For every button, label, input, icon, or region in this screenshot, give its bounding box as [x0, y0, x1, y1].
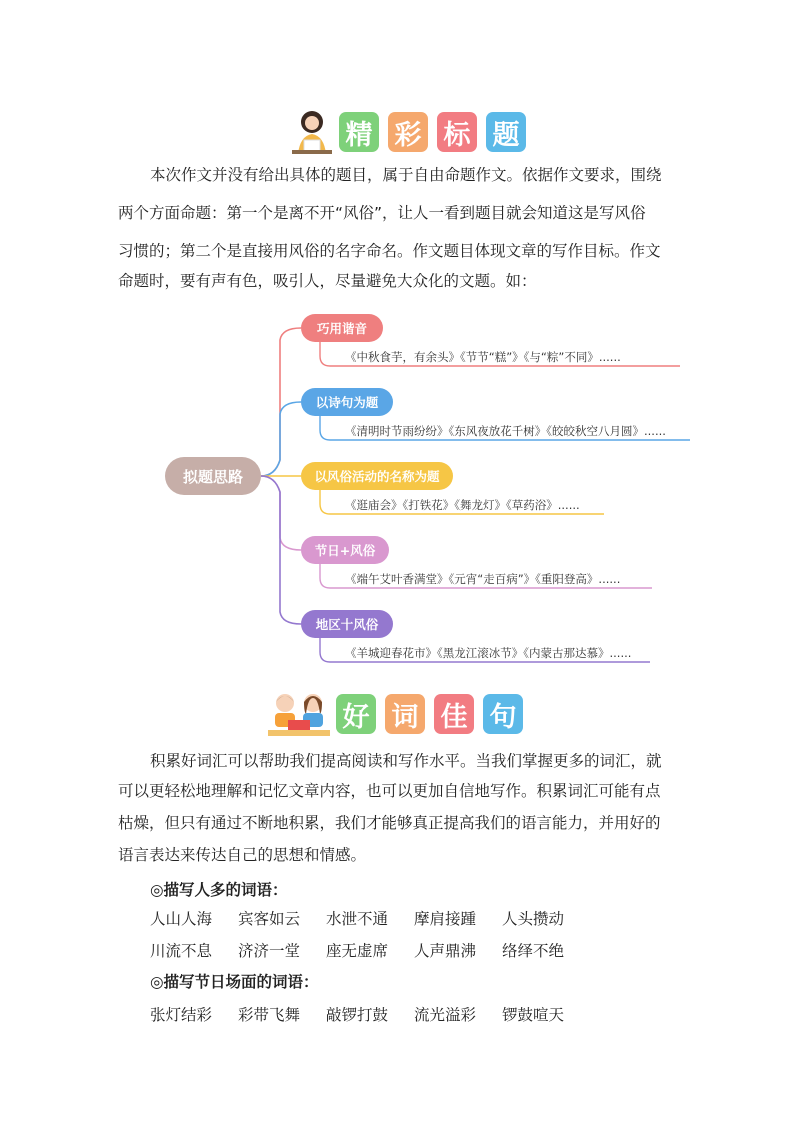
intro-line: 本次作文并没有给出具体的题目，属于自由命题作文。依据作文要求，围绕	[150, 166, 662, 184]
festival-words-heading: ◎描写节日场面的词语：	[150, 973, 319, 991]
banner-tile: 词	[385, 694, 425, 734]
branch-examples: 《羊城迎春花市》《黑龙江滚冰节》《内蒙古那达慕》......	[345, 646, 632, 660]
vocab-line: 枯燥，但只有通过不断地积累，我们才能够真正提高我们的语言能力，并用好的	[118, 814, 661, 832]
mindmap-branch	[301, 462, 604, 514]
word-item: 川流不息	[150, 942, 213, 960]
word-item: 人头攒动	[502, 910, 565, 928]
intro-line: 命题时，要有声有色，吸引人，尽量避免大众化的文题。如：	[118, 272, 537, 290]
banner-tile: 题	[486, 112, 526, 152]
word-item: 济济一堂	[238, 942, 301, 960]
vocab-line: 积累好词汇可以帮助我们提高阅读和写作水平。当我们掌握更多的词汇，就	[150, 752, 662, 770]
banner-tile: 句	[483, 694, 523, 734]
banner-tile: 标	[437, 112, 477, 152]
crowd-words-row	[150, 939, 590, 961]
intro-line: 习惯的；第二个是直接用风俗的名字命名。作文题目体现文章的写作目标。作文	[118, 242, 661, 260]
mindmap-branch	[301, 314, 680, 366]
crowd-words-heading: ◎描写人多的词语：	[150, 881, 288, 899]
word-item: 络绎不绝	[502, 942, 565, 960]
teacher-illustration	[290, 108, 334, 156]
branch-label: 以风俗活动的名称为题	[314, 469, 440, 484]
vocab-line: 可以更轻松地理解和记忆文章内容，也可以更加自信地写作。积累词汇可能有点	[118, 782, 661, 800]
mindmap-branch	[301, 536, 652, 588]
section-banner-titles	[290, 108, 535, 156]
branch-label: 地区十风俗	[315, 617, 379, 632]
section-banner-vocab	[268, 690, 532, 738]
word-item: 摩肩接踵	[414, 910, 477, 928]
branch-examples: 《清明时节雨纷纷》《东风夜放花千树》《皎皎秋空八月圆》......	[345, 424, 666, 438]
mindmap-branch	[301, 610, 650, 662]
word-item: 张灯结彩	[150, 1006, 213, 1024]
branch-label: 以诗句为题	[315, 395, 379, 410]
word-item: 流光溢彩	[414, 1006, 477, 1024]
mindmap-branch	[301, 388, 690, 440]
mindmap	[0, 300, 794, 680]
intro-line: 两个方面命题：第一个是离不开“风俗”，让人一看到题目就会知道这是写风俗	[118, 204, 646, 222]
branch-label: 巧用谐音	[316, 321, 368, 336]
word-item: 宾客如云	[238, 910, 301, 928]
word-item: 人山人海	[150, 910, 213, 928]
festival-words-row	[150, 1003, 590, 1025]
word-item: 人声鼎沸	[414, 942, 477, 960]
banner-tile: 佳	[434, 694, 474, 734]
banner-tile: 精	[339, 112, 379, 152]
branch-examples: 《逛庙会》《打铁花》《舞龙灯》《草药浴》......	[345, 498, 580, 512]
word-item: 彩带飞舞	[238, 1006, 301, 1024]
branch-examples: 《中秋食芋，有余头》《节节“糕”》《与“粽”不同》......	[345, 350, 621, 364]
banner-tile: 好	[336, 694, 376, 734]
banner-tile: 彩	[388, 112, 428, 152]
word-item: 锣鼓喧天	[502, 1006, 565, 1024]
branch-label: 节日+风俗	[314, 543, 376, 558]
crowd-words-row	[150, 907, 590, 929]
vocab-line: 语言表达来传达自己的思想和情感。	[118, 846, 367, 864]
word-item: 座无虚席	[326, 942, 389, 960]
branch-examples: 《端午艾叶香满堂》《元宵“走百病”》《重阳登高》......	[345, 572, 621, 586]
mindmap-root-label: 拟题思路	[182, 468, 244, 486]
word-item: 敲锣打鼓	[326, 1006, 389, 1024]
word-item: 水泄不通	[326, 910, 389, 928]
kids-reading-illustration	[268, 690, 330, 738]
